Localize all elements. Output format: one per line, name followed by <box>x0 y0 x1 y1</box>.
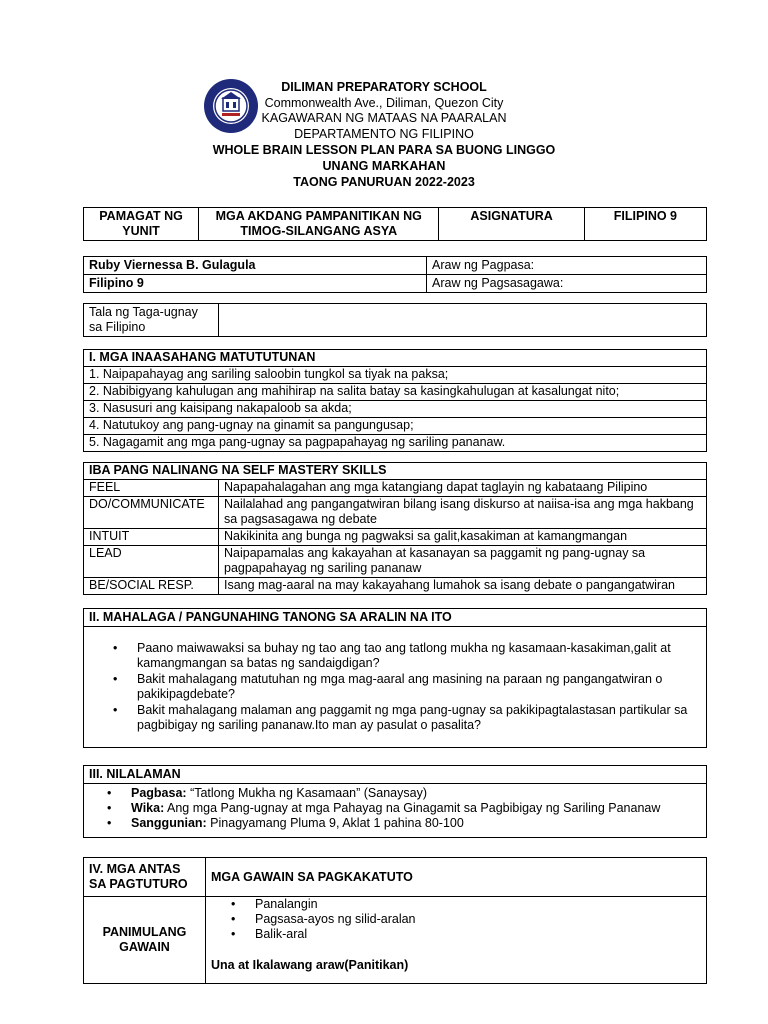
school-address: Commonwealth Ave., Diliman, Quezon City <box>264 96 504 110</box>
question-text: Paano maiwawaksi sa buhay ng tao ang tao ang tatlong mukha ng kasamaan-kasakiman,galit at kamangmangan sa batas ng sandaigdigan? <box>137 641 671 670</box>
questions-cell <box>84 627 707 748</box>
skill-description: Napapahalagahan ang mga katangiang dapat taglayin ng kabataang Pilipino <box>219 480 707 497</box>
activities-cell <box>206 897 707 984</box>
learning-activities-table <box>83 857 707 984</box>
activity-text: Balik-aral <box>255 927 308 941</box>
content-item <box>107 801 701 816</box>
activity-text: Pagsasa-ayos ng silid-aralan <box>255 912 416 926</box>
teacher-table <box>83 256 707 293</box>
stage-label: PANIMULANG GAWAIN <box>84 897 206 984</box>
bullet-icon: • <box>107 816 112 830</box>
content-heading: III. NILALAMAN <box>84 766 707 784</box>
content-text: Ang mga Pang-ugnay at mga Pahayag na Ginagamit sa Pagbibigay ng Sariling Pananaw <box>164 801 661 815</box>
school-year: TAONG PANURUAN 2022-2023 <box>293 175 475 189</box>
bullet-icon: • <box>231 912 236 926</box>
questions-heading: II. MAHALAGA / PANGUNAHING TANONG SA ARALIN NA ITO <box>84 609 707 627</box>
content-item <box>107 816 701 831</box>
content-label: Wika: <box>131 801 165 815</box>
content-text: “Tatlong Mukha ng Kasamaan” (Sanaysay) <box>186 786 427 800</box>
objective-item: 1. Naipapahayag ang sariling saloobin tungkol sa tiyak na paksa; <box>84 367 707 384</box>
content-list <box>89 786 701 831</box>
skill-label: INTUIT <box>84 529 219 546</box>
objective-item: 3. Nasusuri ang kaisipang nakapaloob sa akda; <box>84 401 707 418</box>
objective-item: 5. Nagagamit ang mga pang-ugnay sa pagpapahayag ng sariling pananaw. <box>84 435 707 452</box>
skill-description: Nailalahad ang pangangatwiran bilang isang diskurso at naiisa-isa ang mga hakbang sa pagsasagawa ng debate <box>219 497 707 529</box>
unit-title-label: PAMAGAT NG YUNIT <box>84 208 199 241</box>
plan-title: WHOLE BRAIN LESSON PLAN PARA SA BUONG LINGGO <box>212 143 556 157</box>
subject-value: FILIPINO 9 <box>584 208 706 241</box>
quarter-label: UNANG MARKAHAN <box>322 159 446 173</box>
department-line-2: DEPARTAMENTO NG FILIPINO <box>294 127 474 141</box>
subject-label: ASIGNATURA <box>439 208 584 241</box>
essential-questions-table <box>83 608 707 748</box>
skill-description: Isang mag-aaral na may kakayahang lumahok sa isang debate o pangangatwiran <box>219 578 707 595</box>
question-text: Bakit mahalagang malaman ang paggamit ng mga pang-ugnay sa pakikipagtalastasan partikular sa pagbibigay ng sariling pananaw.Ito man ay pasulat o pasalita? <box>137 703 688 732</box>
skill-label: BE/SOCIAL RESP. <box>84 578 219 595</box>
skill-label: FEEL <box>84 480 219 497</box>
skills-heading: IBA PANG NALINANG NA SELF MASTERY SKILLS <box>84 463 707 480</box>
activity-item <box>231 897 701 912</box>
bullet-icon: • <box>107 801 112 815</box>
coordinator-notes-value <box>219 304 707 337</box>
activity-item <box>231 912 701 927</box>
bullet-icon: • <box>107 786 112 800</box>
objective-item: 4. Natutukoy ang pang-ugnay na ginamit sa pangungusap; <box>84 418 707 435</box>
content-cell <box>84 784 707 838</box>
question-text: Bakit mahalagang matutuhan ng mga mag-aaral ang masining na paraan ng pangangatwiran o pakikipagdebate? <box>137 672 663 701</box>
department-line-1: KAGAWARAN NG MATAAS NA PAARALAN <box>261 111 507 125</box>
school-name: DILIMAN PREPARATORY SCHOOL <box>281 80 487 94</box>
unit-title-value: MGA AKDANG PAMPANITIKAN NG TIMOG-SILANGANG ASYA <box>199 208 439 241</box>
question-item <box>113 672 701 702</box>
unit-table <box>83 207 707 241</box>
submit-date-label: Araw ng Pagpasa: <box>427 257 707 275</box>
questions-list <box>89 641 701 733</box>
coordinator-notes-table <box>83 303 707 337</box>
bullet-icon: • <box>231 897 236 911</box>
objective-item: 2. Nabibigyang kahulugan ang mahihirap na salita batay sa kasingkahulugan at kasalungat nito; <box>84 384 707 401</box>
learning-activities-heading: MGA GAWAIN SA PAGKAKATUTO <box>206 858 707 897</box>
implementation-date-label: Araw ng Pagsasagawa: <box>427 275 707 293</box>
subject-name: Filipino 9 <box>84 275 427 293</box>
skill-label: DO/COMMUNICATE <box>84 497 219 529</box>
activity-item <box>231 927 701 942</box>
day-note: Una at Ikalawang araw(Panitikan) <box>211 958 409 972</box>
content-label: Sanggunian: <box>131 816 207 830</box>
teacher-name: Ruby Viernessa B. Gulagula <box>84 257 427 275</box>
skill-description: Naipapamalas ang kakayahan at kasanayan sa paggamit ng pang-ugnay sa pagpapahayag ng sariling pananaw <box>219 546 707 578</box>
question-item <box>113 703 701 733</box>
content-table <box>83 765 707 838</box>
bullet-icon: • <box>113 672 118 686</box>
question-item <box>113 641 701 671</box>
objectives-table <box>83 349 707 452</box>
skill-description: Nakikinita ang bunga ng pagwaksi sa galit,kasakiman at kamangmangan <box>219 529 707 546</box>
activity-text: Panalangin <box>255 897 318 911</box>
content-label: Pagbasa: <box>131 786 187 800</box>
content-text: Pinagyamang Pluma 9, Aklat 1 pahina 80-100 <box>206 816 464 830</box>
activities-list <box>211 897 701 942</box>
objectives-heading: I. MGA INAASAHANG MATUTUTUNAN <box>84 350 707 367</box>
bullet-icon: • <box>113 703 118 717</box>
bullet-icon: • <box>231 927 236 941</box>
skill-label: LEAD <box>84 546 219 578</box>
coordinator-notes-label: Tala ng Taga-ugnay sa Filipino <box>84 304 219 337</box>
content-item <box>107 786 701 801</box>
self-mastery-skills-table <box>83 462 707 595</box>
bullet-icon: • <box>113 641 118 655</box>
teaching-levels-heading: IV. MGA ANTAS SA PAGTUTURO <box>84 858 206 897</box>
